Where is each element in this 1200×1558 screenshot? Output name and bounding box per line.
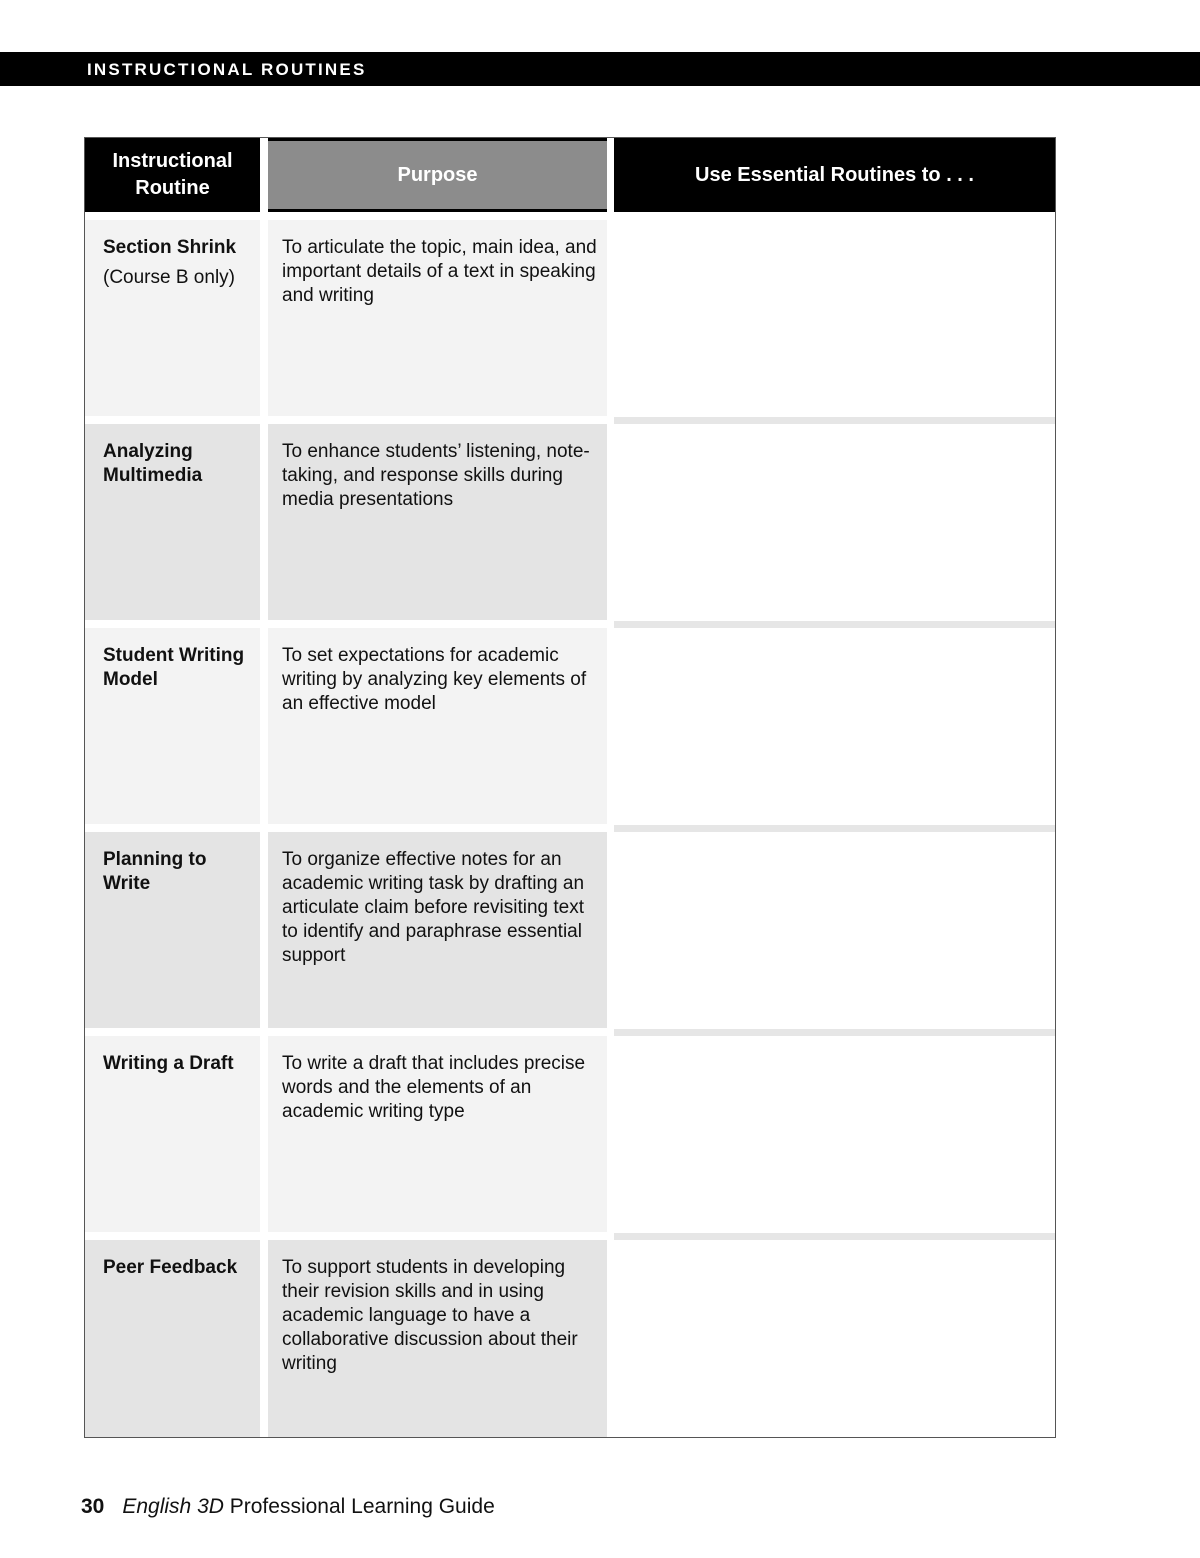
row-divider	[614, 621, 1055, 628]
routine-cell	[85, 1036, 260, 1232]
purpose-text: To support students in developing their revision skills and in using academic language to have a collaborative discussion about their writing	[282, 1257, 578, 1374]
routine-name: Peer Feedback	[103, 1257, 238, 1278]
routine-name: Planning to Write	[103, 849, 207, 894]
routine-name: Section Shrink	[103, 237, 237, 258]
routine-note: (Course B only)	[103, 267, 235, 288]
routines-table	[84, 137, 1056, 1438]
page-footer	[81, 1494, 495, 1520]
purpose-text: To enhance students’ listening, note-taking, and response skills during media presentations	[282, 441, 590, 510]
purpose-cell	[268, 1036, 607, 1232]
use-column	[614, 138, 1055, 1437]
section-title: INSTRUCTIONAL ROUTINES	[87, 60, 367, 79]
row-divider	[614, 825, 1055, 832]
header-routine-line2: Routine	[135, 177, 210, 199]
routine-column	[85, 138, 260, 1437]
header-routine	[85, 138, 260, 212]
purpose-text: To organize effective notes for an academic writing task by drafting an articulate claim before revisiting text to identify and paraphrase essential support	[282, 849, 585, 966]
header-use-label: Use Essential Routines to . . .	[695, 163, 974, 186]
routine-cell	[85, 628, 260, 824]
routine-name: Writing a Draft	[103, 1053, 234, 1074]
routine-name: Student Writing Model	[103, 645, 245, 690]
purpose-cell	[268, 832, 607, 1028]
row-divider	[614, 417, 1055, 424]
routine-name: Analyzing Multimedia	[103, 441, 203, 486]
header-purpose	[268, 138, 607, 212]
book-title-rest: Professional Learning Guide	[223, 1495, 495, 1518]
purpose-text: To articulate the topic, main idea, and important details of a text in speaking and writing	[282, 237, 597, 306]
header-routine-line1: Instructional	[112, 150, 233, 172]
section-banner	[0, 52, 1200, 86]
row-divider	[614, 1233, 1055, 1240]
routine-cell	[85, 220, 260, 416]
book-title-italic: English 3D	[122, 1495, 224, 1518]
purpose-column	[268, 138, 607, 1437]
purpose-text: To set expectations for academic writing by analyzing key elements of an effective model	[282, 645, 587, 714]
row-divider	[614, 1029, 1055, 1036]
page-number: 30	[81, 1495, 105, 1518]
header-purpose-label: Purpose	[397, 163, 478, 186]
header-use	[614, 138, 1055, 212]
purpose-text: To write a draft that includes precise words and the elements of an academic writing type	[282, 1053, 586, 1122]
routine-cell	[85, 1240, 260, 1437]
purpose-cell	[268, 628, 607, 824]
routine-cell	[85, 832, 260, 1028]
purpose-cell	[268, 1240, 607, 1437]
purpose-cell	[268, 220, 607, 416]
purpose-cell	[268, 424, 607, 620]
routine-cell	[85, 424, 260, 620]
